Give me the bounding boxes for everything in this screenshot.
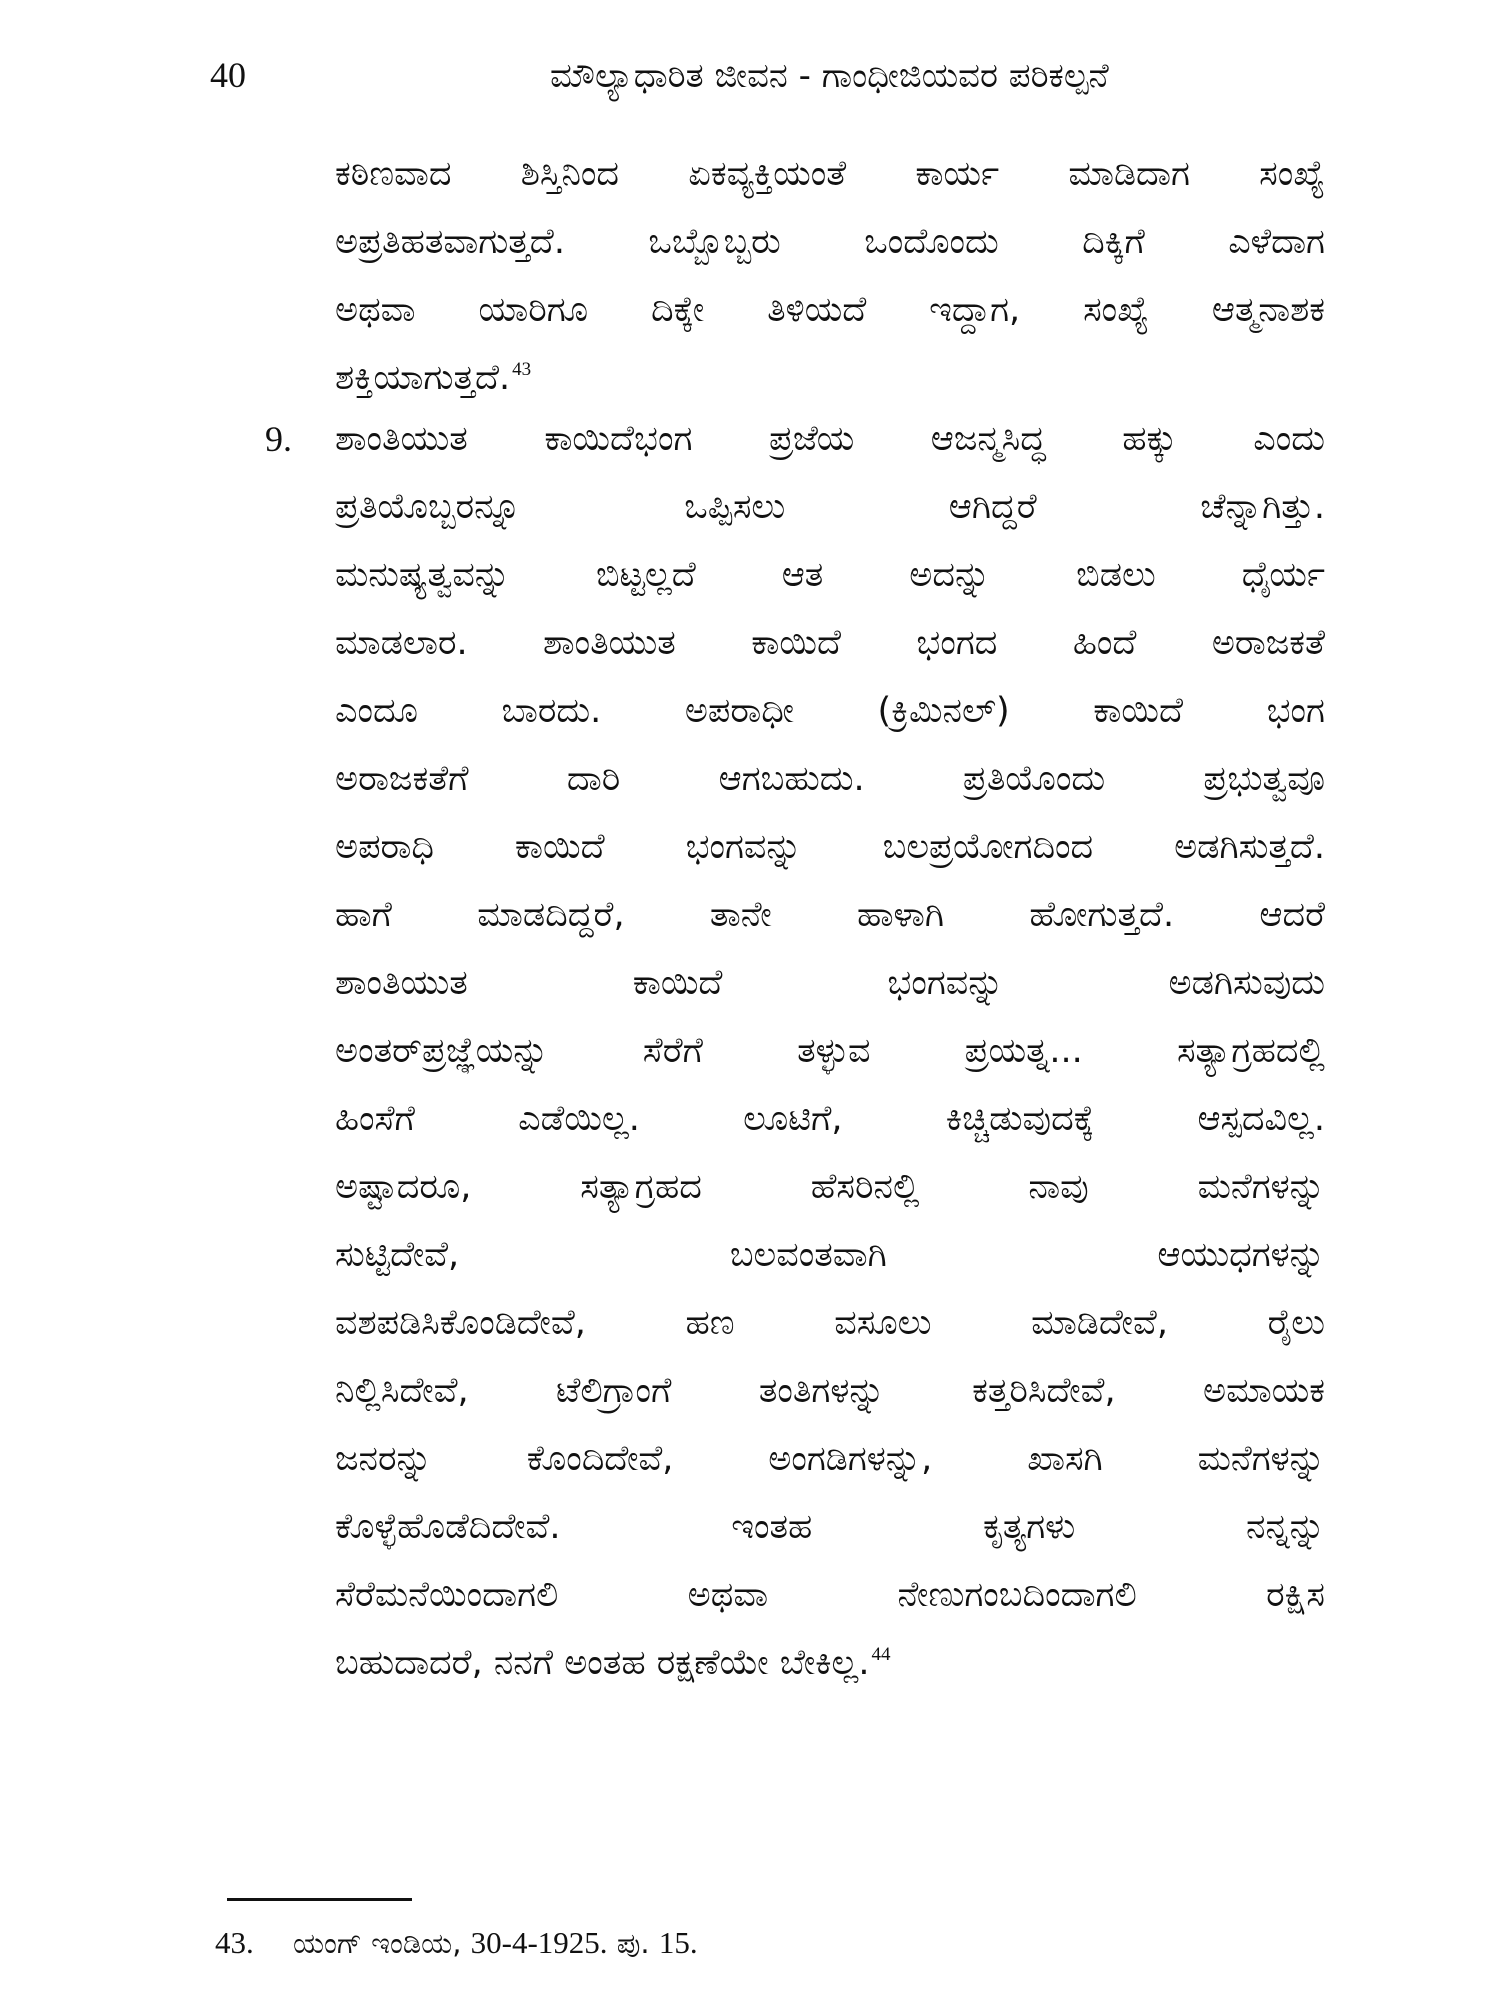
text-line-content: ಬಹುದಾದರೆ, ನನಗೆ ಅಂತಹ ರಕ್ಷಣೆಯೇ ಬೇಕಿಲ್ಲ.: [335, 1643, 870, 1683]
text-line: ನಿಲ್ಲಿಸಿದೇವೆ, ಟೆಲಿಗ್ರಾಂಗೆ ತಂತಿಗಳನ್ನು ಕತ್ತರಿಸಿದೇವೆ, ಅಮಾಯಕ: [335, 1371, 1325, 1411]
text-line: ಅಂತರ್‌ಪ್ರಜ್ಞೆಯನ್ನು ಸೆರೆಗೆ ತಳ್ಳುವ ಪ್ರಯತ್ನ... ಸತ್ಯಾಗ್ರಹದಲ್ಲಿ: [335, 1031, 1325, 1071]
item-9-paragraph: [335, 405, 1325, 1697]
text-line: ಅಥವಾ ಯಾರಿಗೂ ದಿಕ್ಕೇ ತಿಳಿಯದೆ ಇದ್ದಾಗ, ಸಂಖ್ಯೆ ಆತ್ಮನಾಶಕ: [335, 290, 1325, 330]
footnote-rule: [227, 1898, 412, 1901]
text-line-content: ಶಕ್ತಿಯಾಗುತ್ತದೆ.: [335, 358, 511, 398]
text-line: ಮನುಷ್ಯತ್ವವನ್ನು ಬಿಟ್ಟಲ್ಲದೆ ಆತ ಅದನ್ನು ಬಿಡಲು ಧೈರ್ಯ: [335, 555, 1325, 595]
text-line: ವಶಪಡಿಸಿಕೊಂಡಿದೇವೆ, ಹಣ ವಸೂಲು ಮಾಡಿದೇವೆ, ರೈಲು: [335, 1303, 1325, 1343]
text-line: ಜನರನ್ನು ಕೊಂದಿದೇವೆ, ಅಂಗಡಿಗಳನ್ನು, ಖಾಸಗಿ ಮನೆಗಳನ್ನು: [335, 1439, 1325, 1479]
text-line-last: [335, 1629, 1325, 1697]
text-line-last: [335, 344, 1325, 412]
text-line: ಸೆರೆಮನೆಯಿಂದಾಗಲಿ ಅಥವಾ ನೇಣುಗಂಬದಿಂದಾಗಲಿ ರಕ್ಷಿಸ: [335, 1575, 1325, 1615]
text-line: ಹಾಗೆ ಮಾಡದಿದ್ದರೆ, ತಾನೇ ಹಾಳಾಗಿ ಹೋಗುತ್ತದೆ. ಆದರೆ: [335, 895, 1325, 935]
text-line: ಪ್ರತಿಯೊಬ್ಬರನ್ನೂ ಒಪ್ಪಿಸಲು ಆಗಿದ್ದರೆ ಚೆನ್ನಾಗಿತ್ತು.: [335, 487, 1325, 527]
text-line: ಮಾಡಲಾರ. ಶಾಂತಿಯುತ ಕಾಯಿದೆ ಭಂಗದ ಹಿಂದೆ ಅರಾಜಕತೆ: [335, 623, 1325, 663]
text-line: ಅಪ್ರತಿಹತವಾಗುತ್ತದೆ. ಒಬ್ಬೊಬ್ಬರು ಒಂದೊಂದು ದಿಕ್ಕಿಗೆ ಎಳೆದಾಗ: [335, 222, 1325, 262]
footnote-page-label: ಪು.: [616, 1926, 650, 1960]
text-line: ಅರಾಜಕತೆಗೆ ದಾರಿ ಆಗಬಹುದು. ಪ್ರತಿಯೊಂದು ಪ್ರಭುತ್ವವೂ: [335, 759, 1325, 799]
text-line: ಶಾಂತಿಯುತ ಕಾಯಿದೆಭಂಗ ಪ್ರಜೆಯ ಆಜನ್ಮಸಿದ್ಧ ಹಕ್ಕು ಎಂದು: [335, 419, 1325, 459]
text-line: ಹಿಂಸೆಗೆ ಎಡೆಯಿಲ್ಲ. ಲೂಟಿಗೆ, ಕಿಚ್ಚಿಡುವುದಕ್ಕೆ ಆಸ್ಪದವಿಲ್ಲ.: [335, 1099, 1325, 1139]
text-line: ಕೊಳ್ಳೆಹೊಡೆದಿದೇವೆ. ಇಂತಹ ಕೃತ್ಯಗಳು ನನ್ನನ್ನು: [335, 1507, 1325, 1547]
text-line: ಎಂದೂ ಬಾರದು. ಅಪರಾಧೀ (ಕ್ರಿಮಿನಲ್) ಕಾಯಿದೆ ಭಂಗ: [335, 691, 1325, 731]
text-line: ಸುಟ್ಟಿದೇವೆ, ಬಲವಂತವಾಗಿ ಆಯುಧಗಳನ್ನು: [335, 1235, 1325, 1275]
running-title: ಮೌಲ್ಯಾಧಾರಿತ ಜೀವನ - ಗಾಂಧೀಜಿಯವರ ಪರಿಕಲ್ಪನೆ: [550, 56, 1109, 96]
footnote-43: [215, 1918, 698, 1968]
text-line: ಅಪರಾಧಿ ಕಾಯಿದೆ ಭಂಗವನ್ನು ಬಲಪ್ರಯೋಗದಿಂದ ಅಡಗಿಸುತ್ತದೆ.: [335, 827, 1325, 867]
continued-paragraph: [335, 140, 1325, 412]
footnote-date: 30-4-1925.: [470, 1925, 608, 1960]
footnote-page: 15.: [658, 1925, 698, 1960]
footnote-ref-44: 44: [871, 1644, 891, 1665]
text-line: ಕಠಿಣವಾದ ಶಿಸ್ತಿನಿಂದ ಏಕವ್ಯಕ್ತಿಯಂತೆ ಕಾರ್ಯ ಮಾಡಿದಾಗ ಸಂಖ್ಯೆ: [335, 154, 1325, 194]
page-number: 40: [210, 55, 246, 95]
text-line: ಶಾಂತಿಯುತ ಕಾಯಿದೆ ಭಂಗವನ್ನು ಅಡಗಿಸುವುದು: [335, 963, 1325, 1003]
footnote-number: 43.: [215, 1925, 254, 1960]
footnote-source: ಯಂಗ್ ಇಂಡಿಯ,: [292, 1926, 462, 1960]
text-line: ಅಷ್ಟಾದರೂ, ಸತ್ಯಾಗ್ರಹದ ಹೆಸರಿನಲ್ಲಿ ನಾವು ಮನೆಗಳನ್ನು: [335, 1167, 1325, 1207]
footnote-ref-43: 43: [512, 359, 532, 380]
item-number: 9.: [265, 419, 292, 459]
